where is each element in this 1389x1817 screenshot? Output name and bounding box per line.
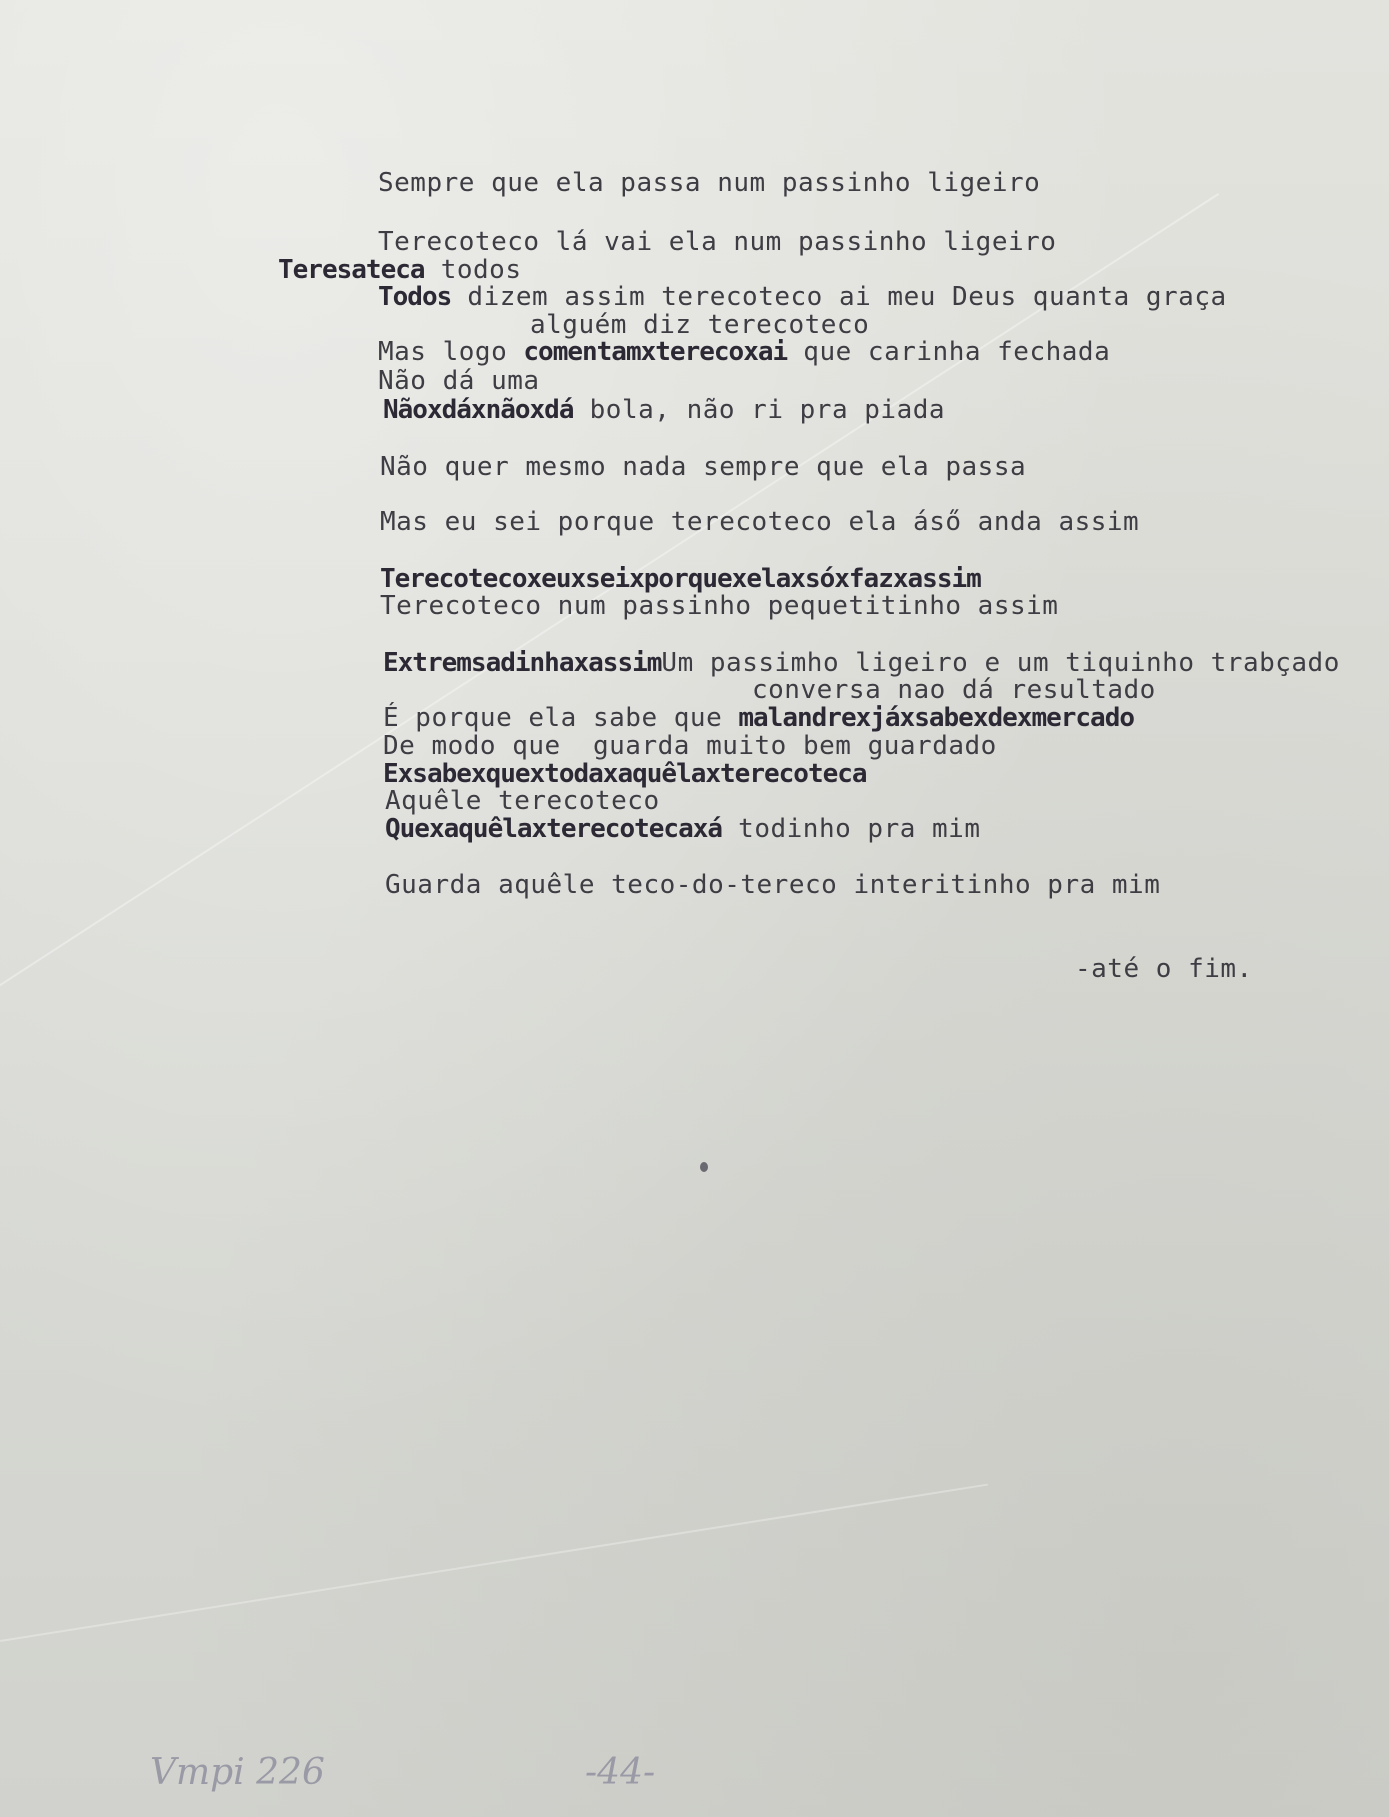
text-line: Todos dizem assim terecoteco ai meu Deus quanta graça: [378, 282, 1227, 312]
text-line: Teresateca todos: [278, 255, 522, 285]
text-line: alguém diz terecoteco: [530, 310, 870, 340]
text-line: [380, 564, 981, 594]
ink-speck: [700, 1162, 708, 1172]
struck-text: Quexaquêlaxterecotecaxá: [385, 814, 723, 844]
struck-text: Terecotecoxeuxseixporquexelaxsóxfazxassim: [380, 564, 981, 594]
struck-text: Exsabexquextodaxaquêlaxterecoteca: [383, 759, 867, 789]
text-line: Não quer mesmo nada sempre que ela passa: [380, 452, 1027, 482]
text-line: Terecoteco lá vai ela num passinho ligeiro: [378, 227, 1057, 257]
closing-line: -até o fim.: [1075, 954, 1253, 984]
text-line: ExtremsadinhaxassimUm passimho ligeiro e um tiquinho trabçado: [383, 648, 1340, 678]
struck-text: Nãoxdáxnãoxdá: [383, 395, 574, 425]
text-line: [383, 759, 867, 789]
catalog-annotation: Vmpi 226: [150, 1752, 325, 1793]
struck-text: malandrexjáxsabexdexmercado: [738, 703, 1135, 733]
text-line: Não dá uma: [378, 366, 540, 396]
text-line: Sempre que ela passa num passinho ligeiro: [378, 168, 1041, 198]
struck-text: comentamxterecoxai: [523, 337, 788, 367]
struck-text: Todos: [378, 282, 452, 312]
text-line: Mas eu sei porque terecoteco ela áső anda assim: [380, 507, 1140, 537]
text-line: conversa nao dá resultado: [752, 675, 1156, 705]
text-line: De modo que guarda muito bem guardado: [383, 731, 997, 761]
text-line: Mas logo comentamxterecoxai que carinha fechada: [378, 337, 1111, 367]
text-line: Nãoxdáxnãoxdá bola, não ri pra piada: [383, 395, 946, 425]
paper-fold: [0, 1484, 988, 1642]
text-line: Guarda aquêle teco-do-tereco interitinho pra mim: [385, 870, 1161, 900]
struck-text: Teresateca: [278, 255, 425, 285]
text-line: É porque ela sabe que malandrexjáxsabexdexmercado: [383, 703, 1135, 733]
text-line: Terecoteco num passinho pequetitinho assim: [380, 591, 1059, 621]
text-line: Quexaquêlaxterecotecaxá todinho pra mim: [385, 814, 981, 844]
text-line: Aquêle terecoteco: [385, 786, 660, 816]
struck-text: Extremsadinhaxassim: [383, 648, 662, 678]
page-number: -44-: [585, 1752, 656, 1793]
